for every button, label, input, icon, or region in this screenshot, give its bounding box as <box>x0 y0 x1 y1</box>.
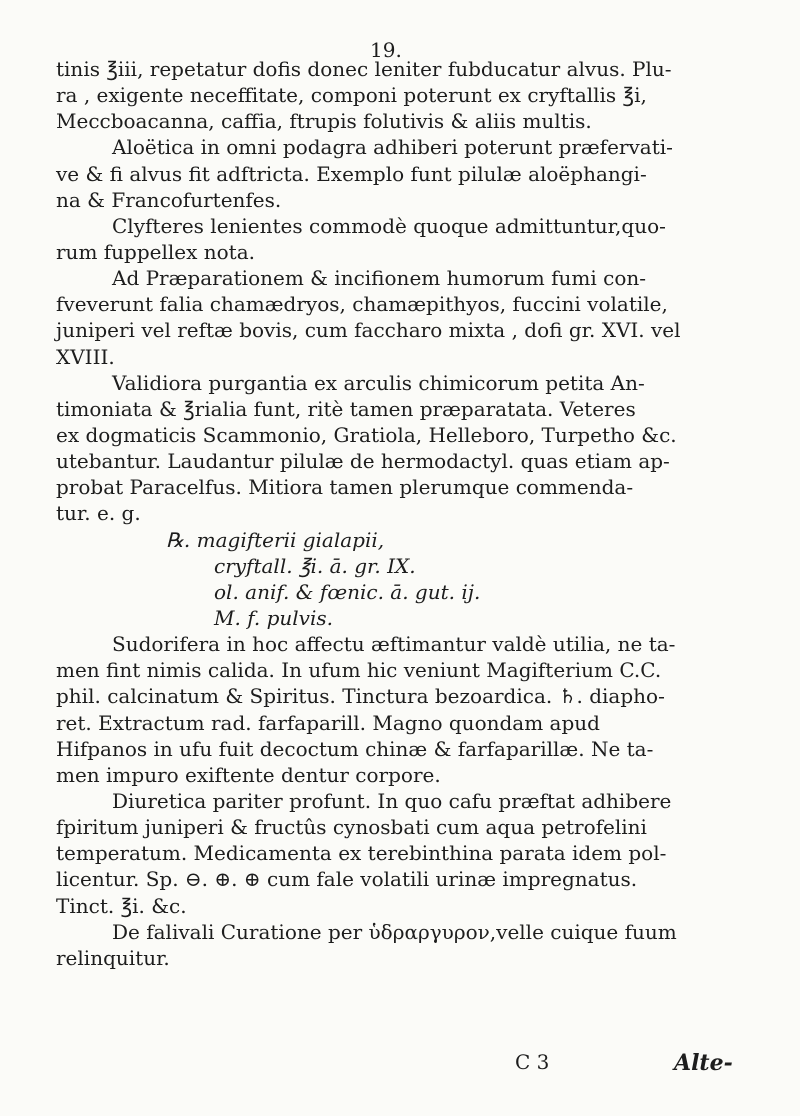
text-line-29: Diuretica pariter profunt. In quo cafu præftat adhibere <box>112 788 672 813</box>
text-line-7: Clyfteres lenientes commodè quoque admittuntur,quo- <box>112 213 666 238</box>
text-line-11: juniperi vel reftæ bovis, cum faccharo mixta , dofi gr. XVI. vel <box>56 318 681 343</box>
text-line-24: men fint nimis calida. In ufum hic veniunt Magifterium C.C. <box>56 658 662 683</box>
text-line-9: Ad Præparationem & incifionem humorum fumi con- <box>112 266 647 291</box>
text-line-30: fpiritum juniperi & fructûs cynosbati cum aqua petrofelini <box>56 815 647 840</box>
text-line-25: phil. calcinatum & Spiritus. Tinctura bezoardica. ♄. diapho- <box>56 684 665 709</box>
recipe-line-1: ℞. magifterii gialapii, <box>166 527 385 552</box>
text-line-5: ve & fi alvus fit adftricta. Exemplo funt pilulæ aloëphangi- <box>56 161 647 186</box>
text-line-8: rum fuppellex nota. <box>56 239 255 264</box>
text-line-35: relinquitur. <box>56 945 170 970</box>
main-text <box>56 56 761 971</box>
text-line-12: XVIII. <box>56 344 115 369</box>
text-line-32: licentur. Sp. ⊖. ⊕. ⊕ cum fale volatili urinæ impregnatus. <box>56 867 638 892</box>
recipe-line-4: M. f. pulvis. <box>214 605 333 630</box>
text-line-4: Aloëtica in omni podagra adhiberi poterunt præfervati- <box>112 135 673 160</box>
text-line-1: tinis ℥iii, repetatur dofis donec leniter fubducatur alvus. Plu- <box>56 57 672 81</box>
text-line-18: tur. e. g. <box>56 501 141 526</box>
recipe-line-2: cryftall. ℥i. ā. gr. IX. <box>214 553 416 578</box>
page-number: 19. <box>370 38 402 62</box>
text-line-2: ra , exigente neceffitate, componi poterunt ex cryftallis ℥i, <box>56 83 647 108</box>
text-line-6: na & Francofurtenfes. <box>56 187 282 212</box>
text-line-31: temperatum. Medicamenta ex terebinthina parata idem pol- <box>56 841 667 866</box>
catchword: Alte- <box>674 1050 733 1076</box>
page-footer <box>0 1050 800 1090</box>
text-line-34: De falivali Curatione per ὑδραργυρον,velle cuique fuum <box>112 919 677 944</box>
signature-mark: C 3 <box>515 1050 550 1074</box>
text-line-14: timoniata & ℥rialia funt, ritè tamen præparatata. Veteres <box>56 396 636 421</box>
text-line-13: Validiora purgantia ex arculis chimicorum petita An- <box>112 370 645 395</box>
text-line-16: utebantur. Laudantur pilulæ de hermodactyl. quas etiam ap- <box>56 449 670 474</box>
text-line-27: Hifpanos in ufu fuit decoctum chinæ & farfaparillæ. Ne ta- <box>56 736 654 761</box>
text-line-3: Meccboacanna, caffia, ftrupis folutivis & aliis multis. <box>56 109 592 134</box>
text-line-23: Sudorifera in hoc affectu æftimantur valdè utilia, ne ta- <box>112 632 676 657</box>
text-line-17: probat Paracelfus. Mitiora tamen plerumque commenda- <box>56 475 634 500</box>
text-line-26: ret. Extractum rad. farfaparill. Magno quondam apud <box>56 710 600 735</box>
text-line-10: fveverunt falia chamædryos, chamæpithyos, fuccini volatile, <box>56 292 668 317</box>
text-line-28: men impuro exiftente dentur corpore. <box>56 762 441 787</box>
text-line-15: ex dogmaticis Scammonio, Gratiola, Helleboro, Turpetho &c. <box>56 422 677 447</box>
recipe-line-3: ol. anif. & fœnic. ā. gut. ij. <box>214 579 481 604</box>
text-line-33: Tinct. ℥i. &c. <box>56 893 187 918</box>
